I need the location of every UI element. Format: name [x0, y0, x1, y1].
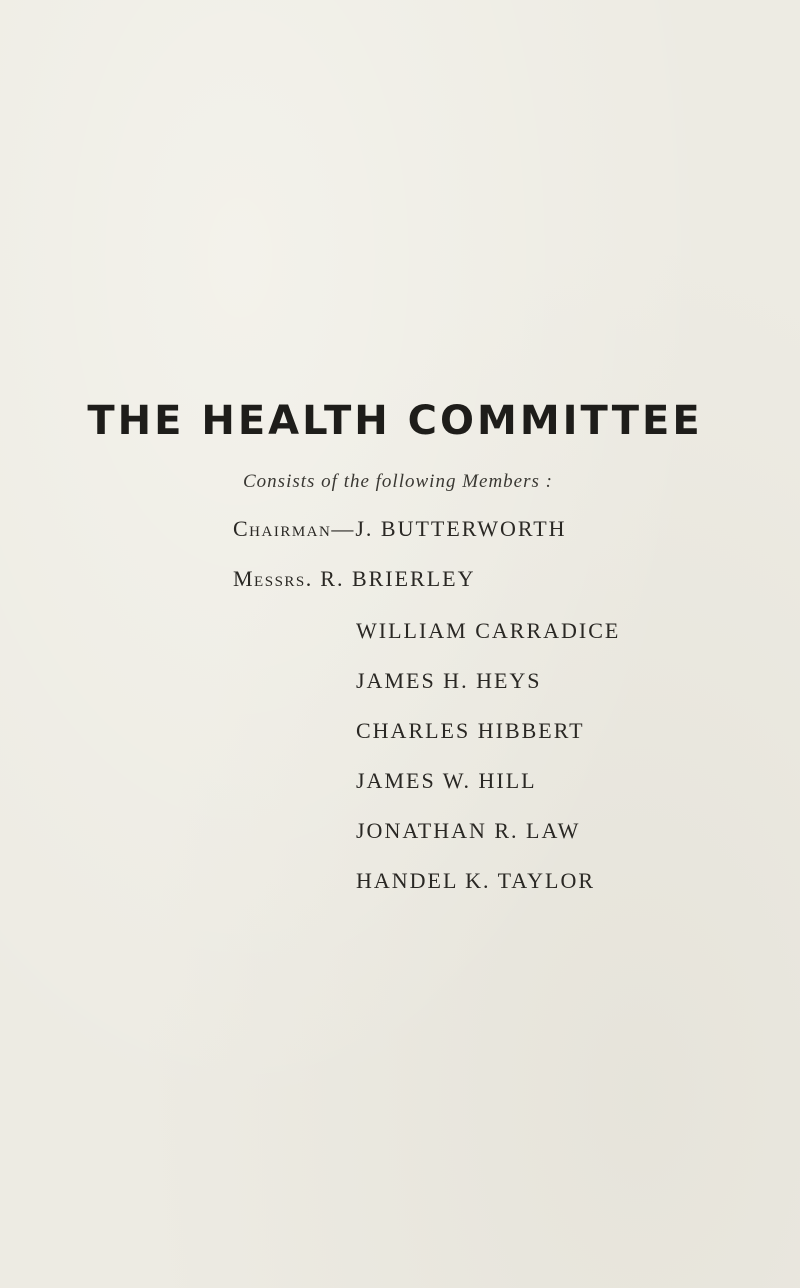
chairman-label: Chairman [233, 516, 332, 541]
chairman-name: J. BUTTERWORTH [355, 516, 567, 541]
member-name: CHARLES HIBBERT [356, 718, 585, 743]
member-name: R. BRIERLEY [320, 566, 476, 591]
page-title: THE HEALTH COMMITTEE [87, 398, 703, 444]
messrs-label: Messrs. [233, 566, 313, 591]
member-name: JAMES W. HILL [356, 768, 537, 793]
chairman-separator: — [331, 516, 356, 541]
member-name: JAMES H. HEYS [356, 668, 542, 693]
subtitle: Consists of the following Members : [243, 471, 553, 492]
messrs-line [233, 566, 476, 592]
member-name: HANDEL K. TAYLOR [356, 868, 596, 893]
member-name: JONATHAN R. LAW [356, 818, 581, 843]
member-name: WILLIAM CARRADICE [356, 618, 621, 643]
chairman-line [233, 516, 567, 542]
